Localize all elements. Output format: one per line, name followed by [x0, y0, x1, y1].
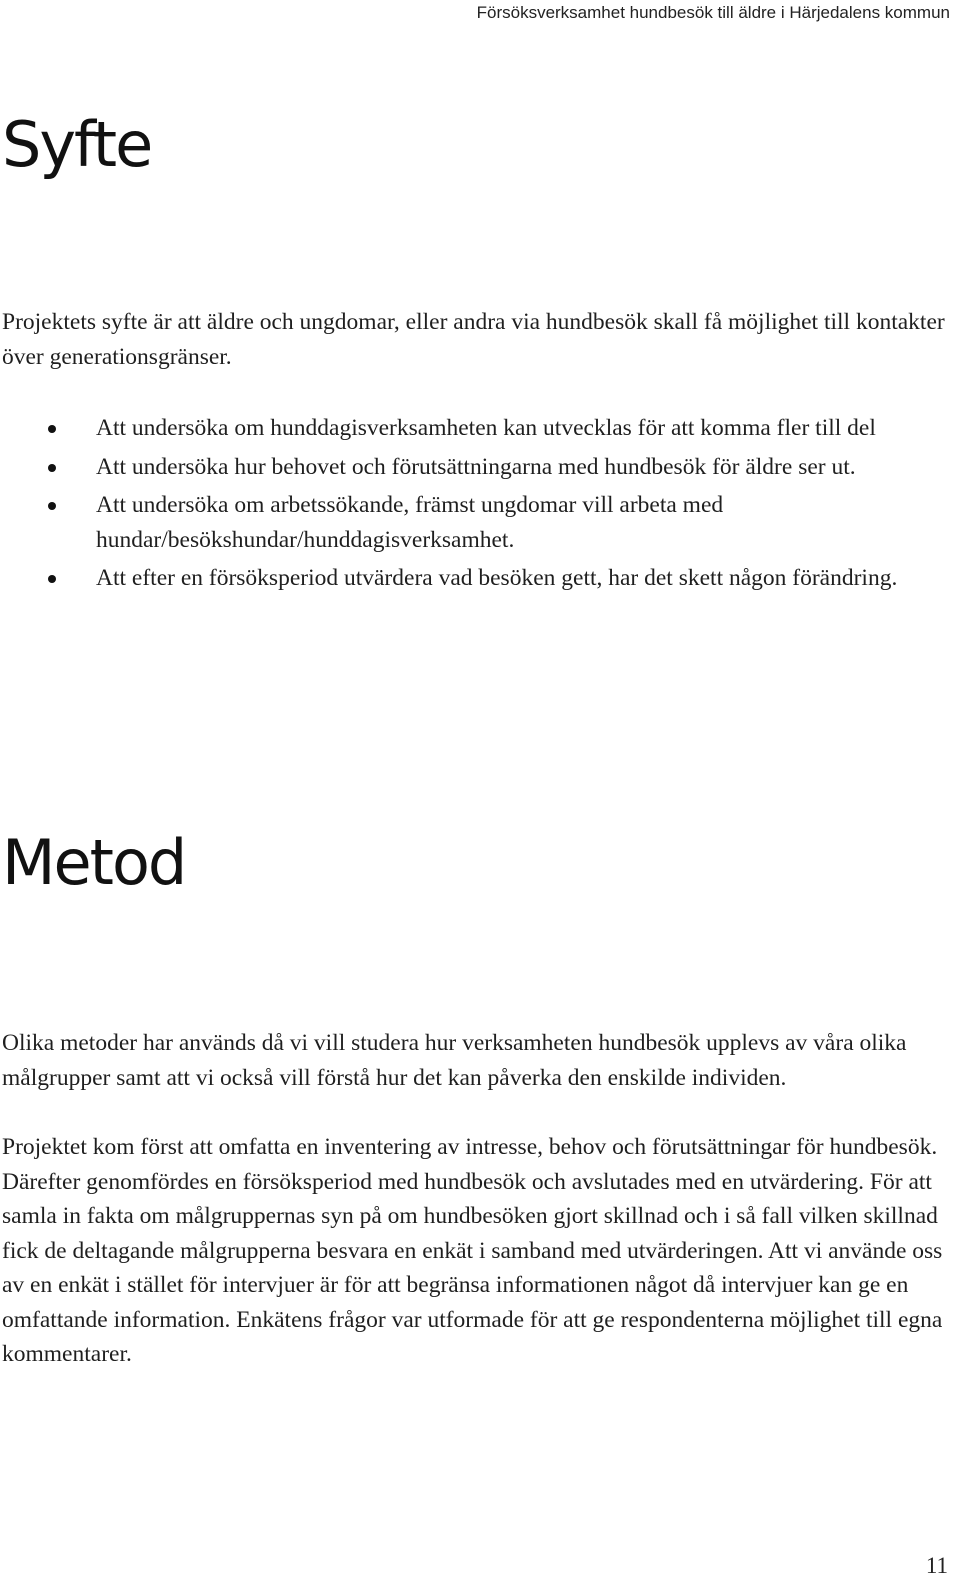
- list-item-text: Att efter en försöksperiod utvärdera vad besöken gett, har det skett någon förändring.: [96, 565, 898, 591]
- metod-paragraph-2: Projektet kom först att omfatta en inventering av intresse, behov och förutsättningar för hundbesök. Därefter genomfördes en försöksperiod med hundbesök och avslutades med en utvärdering. För att samla in fakta om målgruppernas syn på om hundbesöken gjort skillnad och i så fall vilken skillnad fick de deltagande målgrupperna besvara en enkät i samband med utvärderingen. Att vi använde oss av en enkät i stället för intervjuer är för att begränsa informationen något då intervjuer kan ge en omfattande information. Enkätens frågor var utformade för att ge respondenterna möjlighet till egna kommentarer.: [2, 1134, 943, 1367]
- section-heading-syfte: Syfte: [2, 108, 152, 181]
- syfte-intro-paragraph: Projektets syfte är att äldre och ungdomar, eller andra via hundbesök skall få möjlighet till kontakter över generationsgränser.: [2, 309, 945, 370]
- metod-paragraph-1: Olika metoder har används då vi vill studera hur verksamheten hundbesök upplevs av våra olika målgrupper samt att vi också vill förstå hur det kan påverka den enskilde individen.: [2, 1030, 907, 1091]
- bullet-icon: [48, 425, 56, 433]
- list-item: [0, 488, 948, 557]
- list-item-text: Att undersöka om hunddagisverksamheten kan utvecklas för att komma fler till del: [96, 415, 876, 441]
- running-header: Försöksverksamhet hundbesök till äldre i Härjedalens kommun: [476, 3, 950, 22]
- list-item: [0, 450, 948, 485]
- page-number: 11: [925, 1553, 948, 1578]
- list-item-text: Att undersöka om arbetssökande, främst ungdomar vill arbeta med hundar/besökshundar/hunddagisverksamhet.: [96, 492, 724, 553]
- bullet-icon: [48, 502, 56, 510]
- syfte-bullet-list: [0, 411, 948, 600]
- list-item-text: Att undersöka hur behovet och förutsättningarna med hundbesök för äldre ser ut.: [96, 453, 856, 480]
- section-heading-metod: Metod: [2, 826, 186, 899]
- list-item: [0, 561, 948, 596]
- bullet-icon: [48, 575, 56, 583]
- list-item: [0, 411, 948, 446]
- bullet-icon: [48, 464, 56, 472]
